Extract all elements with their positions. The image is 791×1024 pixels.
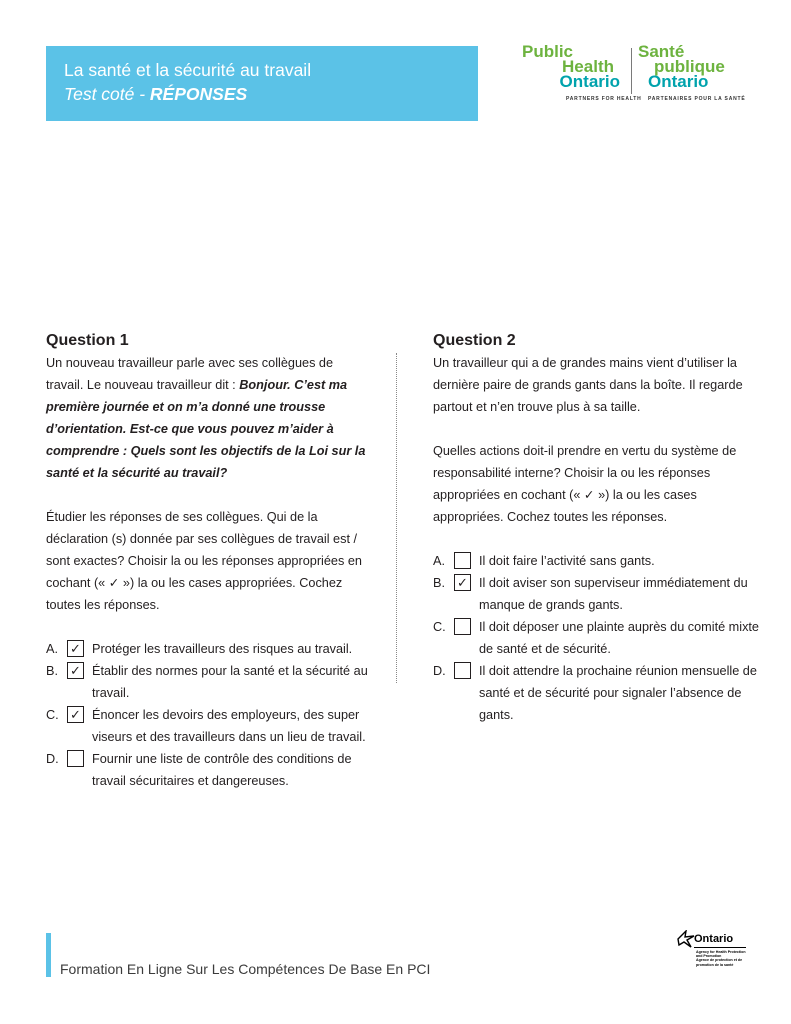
- option-letter: B.: [433, 576, 445, 590]
- option-letter: D.: [433, 664, 446, 678]
- logo-word-sante: Santé: [638, 42, 685, 61]
- option-text: Énoncer les devoirs des employeurs, des super viseurs et des travailleurs dans un lieu de travail.: [92, 708, 366, 744]
- option-letter: A.: [433, 554, 445, 568]
- logo-divider: [631, 48, 632, 94]
- public-health-ontario-logo: [520, 44, 760, 106]
- trillium-icon: [676, 930, 696, 948]
- option-letter: C.: [433, 620, 446, 634]
- question-1-instructions: Étudier les réponses de ses collègues. Qui de la déclaration (s) donnée par ses collègues de travail est / sont exactes? Choisir la ou les réponses appropriées en cochant (« ✓ ») la ou les cases appropriées. Cochez toutes les réponses.: [46, 510, 362, 612]
- option-letter: C.: [46, 708, 59, 722]
- logo-tagline-fr: PARTENAIRES POUR LA SANTÉ: [648, 96, 746, 102]
- logo-word-ontario-fr: Ontario: [648, 72, 709, 91]
- option-letter: D.: [46, 752, 59, 766]
- question-1-heading: Question 1: [46, 332, 129, 349]
- question-1-option-d: [46, 748, 371, 792]
- answer-checkbox[interactable]: [454, 618, 471, 635]
- question-2-option-c: [433, 616, 763, 660]
- option-text: Établir des normes pour la santé et la sécurité au travail.: [92, 664, 368, 700]
- paragraph-gap: [433, 418, 763, 440]
- document-title: La santé et la sécurité au travail: [64, 60, 312, 80]
- question-1-intro: Un nouveau travailleur parle avec ses collègues de travail. Le nouveau travailleur dit :: [46, 356, 334, 392]
- question-2-intro: Un travailleur qui a de grandes mains vient d’utiliser la dernière paire de grands gants dans la boîte. Il regarde partout et n’en trouve plus à sa taille.: [433, 356, 743, 414]
- question-1-quote: Bonjour. C’est ma première journée et on m’a donné une trousse d’orientation. Est-ce que vous pouvez m’aider à comprendre : Quels sont les objectifs de la Loi sur la santé et la sécurité au travail?: [46, 378, 366, 480]
- question-2-heading: Question 2: [433, 332, 516, 349]
- column-divider: [396, 353, 397, 683]
- option-text: Fournir une liste de contrôle des conditions de travail sécuritaires et dangereuses.: [92, 752, 352, 788]
- option-letter: A.: [46, 642, 58, 656]
- logo-french: [638, 42, 758, 102]
- question-1-option-b: [46, 660, 371, 704]
- paragraph-gap: [46, 616, 371, 638]
- option-text: Il doit aviser son superviseur immédiatement du manque de grands gants.: [479, 576, 748, 612]
- option-letter: B.: [46, 664, 58, 678]
- agency-name-fr: Agence de protection et de promotion de la santé: [696, 958, 743, 967]
- question-1-scenario: [46, 352, 371, 484]
- footer-accent-bar: [46, 933, 51, 977]
- logo-word-publique: publique: [654, 57, 725, 76]
- question-2-instructions: Quelles actions doit-il prendre en vertu du système de responsabilité interne? Choisir la ou les réponses appropriées en cochant (« ✓ ») la ou les cases appropriées. Cochez toutes les réponses.: [433, 444, 737, 524]
- subtitle-emphasis: RÉPONSES: [149, 84, 248, 104]
- answer-checkbox[interactable]: ✓: [454, 574, 471, 591]
- option-text: Protéger les travailleurs des risques au travail.: [92, 642, 353, 656]
- logo-english: [520, 42, 642, 102]
- paragraph-gap: [433, 528, 763, 550]
- logo-word-public: Public: [522, 42, 574, 61]
- question-2: [433, 330, 763, 726]
- paragraph-gap: [46, 484, 371, 506]
- answer-checkbox[interactable]: ✓: [67, 662, 84, 679]
- logo-word-ontario: Ontario: [559, 72, 620, 91]
- question-2-options: [433, 550, 763, 726]
- ontario-rule: [694, 947, 746, 948]
- ontario-logo: [676, 930, 748, 976]
- answer-checkbox[interactable]: [67, 750, 84, 767]
- question-2-option-b: [433, 572, 763, 616]
- option-text: Il doit faire l’activité sans gants.: [479, 554, 655, 568]
- document-subtitle: [64, 82, 460, 106]
- question-1-option-c: [46, 704, 371, 748]
- logo-tagline-en: PARTNERS FOR HEALTH: [566, 96, 642, 102]
- answer-checkbox[interactable]: [454, 662, 471, 679]
- question-2-option-a: [433, 550, 763, 572]
- option-text: Il doit déposer une plainte auprès du comité mixte de santé et de sécurité.: [479, 620, 759, 656]
- option-text: Il doit attendre la prochaine réunion mensuelle de santé et de sécurité pour signaler l’absence de gants.: [479, 664, 757, 722]
- question-1-options: [46, 638, 371, 792]
- title-banner: [46, 46, 478, 121]
- answer-checkbox[interactable]: ✓: [67, 706, 84, 723]
- answer-checkbox[interactable]: [454, 552, 471, 569]
- agency-name: [696, 950, 752, 967]
- subtitle-prefix: Test coté -: [64, 84, 150, 104]
- logo-word-health: Health: [562, 57, 614, 76]
- question-2-option-d: [433, 660, 763, 726]
- question-1: [46, 330, 371, 792]
- answer-checkbox[interactable]: ✓: [67, 640, 84, 657]
- ontario-wordmark: Ontario: [694, 933, 734, 945]
- agency-name-en: Agency for Health Protection and Promotion: [696, 950, 746, 959]
- question-1-option-a: [46, 638, 371, 660]
- footer-course-title: Formation En Ligne Sur Les Compétences De Base En PCI: [60, 961, 431, 977]
